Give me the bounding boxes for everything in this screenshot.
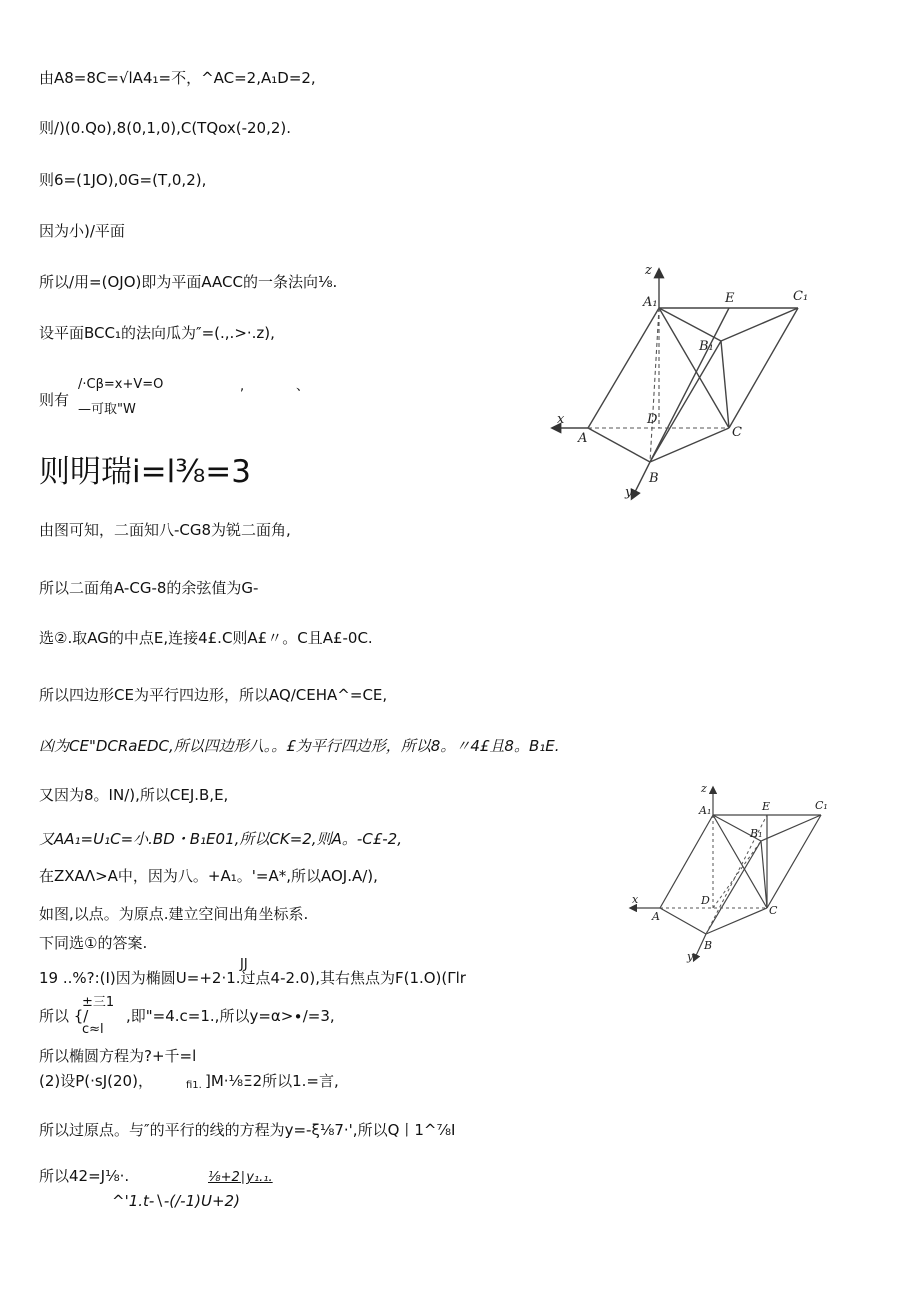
fig1-label-z: z bbox=[645, 263, 652, 278]
edge-aa1 bbox=[588, 308, 659, 428]
fig2-label-c: C bbox=[769, 904, 778, 917]
edge-b1c bbox=[721, 341, 729, 428]
text-line-21: 所以椭圆方程为?+千=l bbox=[39, 1047, 197, 1065]
edge-b1c1-2 bbox=[761, 815, 821, 841]
fig1-label-b1: B₁ bbox=[699, 339, 714, 354]
fig1-label-y: y bbox=[625, 485, 633, 500]
text-line-12: 所以四边形CE为平行四边形，所以AQ∕CEHA^=CE, bbox=[39, 686, 388, 704]
prism-figure-2 bbox=[625, 782, 840, 967]
edge-ab-2 bbox=[660, 908, 706, 934]
text-line-16: 在ZXAΛ>A中，因为八。+A₁。'=A*,所以AOJ.A/), bbox=[39, 867, 378, 885]
system2-top: ±三1 bbox=[82, 995, 115, 1010]
text-line-17: 如图,以点。为原点.建立空间出角坐标系. bbox=[39, 905, 309, 923]
fig2-label-b: B bbox=[704, 939, 713, 952]
text-line-15: 又AA₁=U₁C=小.BD・B₁E01,所以CK=2,则A。-C£-2, bbox=[39, 830, 402, 848]
fig2-label-c1: C₁ bbox=[815, 799, 828, 812]
fig1-label-a: A bbox=[578, 431, 588, 446]
edge-bc-2 bbox=[706, 908, 767, 934]
fig1-label-x: x bbox=[557, 412, 565, 427]
edge-b1c1 bbox=[721, 308, 798, 341]
text-line-5: 所以/用=(OJO)即为平面AACC的一条法向⅛. bbox=[39, 273, 338, 291]
system-comma: , bbox=[240, 379, 245, 394]
text-line-22-sub: fi1. bbox=[186, 1080, 202, 1091]
prism-figure-1 bbox=[545, 262, 825, 507]
text-line-22: (2)设P(·sJ(20)， bbox=[39, 1072, 153, 1090]
fig2-label-y: y bbox=[687, 950, 694, 963]
text-line-23: 所以过原点。与″的平行的线的方程为y=-ξ⅛7·',所以Q丨1^⅞I bbox=[39, 1121, 456, 1139]
text-line-2: 则/)(0.Qo),8(0,1,0),C(TQox(-20,2). bbox=[39, 119, 292, 137]
edge-bb1-2 bbox=[706, 841, 761, 934]
fig1-label-e: E bbox=[725, 291, 735, 306]
text-line-3: 则6=(1JO),0G=(T,0,2), bbox=[39, 171, 207, 189]
text-line-9: 由图可知，二面知八-CG8为锐二面角, bbox=[39, 521, 291, 539]
text-line-11: 选②.取AG的中点E,连接4£.C则A£〃。C且A£-0C. bbox=[39, 629, 373, 647]
fig2-label-x: x bbox=[632, 893, 639, 906]
text-line-24: 所以42=J⅛·. bbox=[39, 1167, 130, 1185]
edge-b1c-2 bbox=[761, 841, 767, 908]
text-line-10: 所以二面角A-CG-8的余弦值为G- bbox=[39, 579, 259, 597]
text-line-13: 凶为CE"DCRaEDC,所以四边形八。。£为平行四边形，所以8。〃4£且8。B₁E. bbox=[39, 737, 560, 755]
fig2-label-a: A bbox=[652, 910, 660, 923]
edge-bb1 bbox=[650, 341, 721, 462]
system-eq-bottom: —可取"W bbox=[78, 402, 136, 417]
fig2-label-e: E bbox=[762, 800, 771, 813]
text-line-6: 设平面BCC₁的法向瓜为″=(.,.>·.z), bbox=[39, 324, 275, 342]
text-line-22-cont: ]M·⅛Ξ2所以1.=言, bbox=[205, 1072, 339, 1090]
fig1-label-c: C bbox=[732, 425, 742, 440]
edge-ab bbox=[588, 428, 650, 462]
edge-bc bbox=[650, 428, 729, 462]
text-line-14: 又因为8。IN/),所以CEJ.B,E, bbox=[39, 786, 229, 804]
system2-bottom: c≈l bbox=[82, 1022, 104, 1037]
fig1-label-a1: A₁ bbox=[643, 295, 658, 310]
fraction-numerator: ⅛+2∣y₁.₁. bbox=[208, 1170, 273, 1185]
edge-cc1-2 bbox=[767, 815, 821, 908]
text-line-1: 由A8=8C=√lA4₁=不，^AC=2,A₁D=2, bbox=[39, 69, 316, 87]
fig1-label-c1: C₁ bbox=[793, 289, 809, 304]
text-line-19: 19 ..%?:(I)因为椭圆U=+2·1.过点4-2.0),其右焦点为F(1.O)(Γlr bbox=[39, 969, 466, 987]
fig2-label-d: D bbox=[701, 894, 710, 907]
text-line-18: 下同选①的答案. bbox=[39, 934, 148, 952]
fig2-label-z: z bbox=[701, 782, 707, 795]
fig1-label-b: B bbox=[649, 471, 659, 486]
system-mark: 、 bbox=[296, 379, 310, 394]
system-eq-top: /·Cβ=x+V=O bbox=[78, 377, 164, 392]
vector-mark: JJ bbox=[240, 957, 248, 972]
text-line-7: 则有 bbox=[39, 391, 70, 409]
text-line-20: 所以 {/ bbox=[39, 1007, 89, 1025]
text-line-4: 因为小)/平面 bbox=[39, 222, 125, 240]
edge-a1b-hidden bbox=[650, 308, 659, 462]
edge-cc1 bbox=[729, 308, 798, 428]
text-line-25: ^'1.t-∖-(/-1)U+2) bbox=[112, 1192, 240, 1210]
fig1-label-d: D bbox=[647, 412, 658, 427]
fig2-label-b1: B₁ bbox=[750, 827, 763, 840]
edge-be bbox=[650, 308, 729, 462]
y-axis bbox=[632, 462, 650, 498]
text-line-8: 则明瑞i=l⅜=3 bbox=[39, 454, 251, 490]
text-line-20-cont: ,即"=4.c=1.,所以y=α>∙∕=3, bbox=[126, 1007, 335, 1025]
fig2-label-a1: A₁ bbox=[699, 804, 712, 817]
